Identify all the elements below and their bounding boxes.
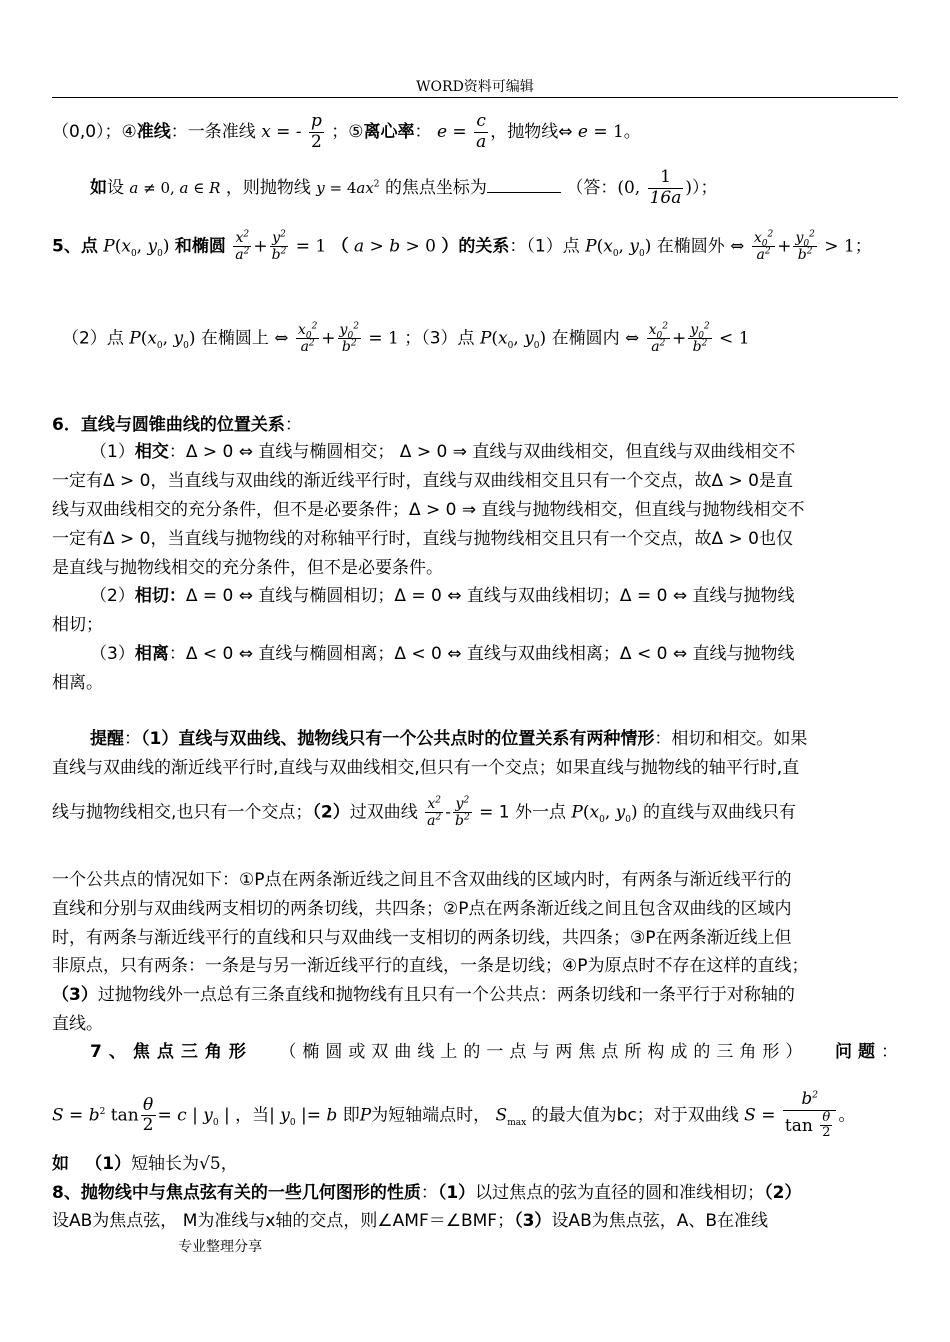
line-directrix-eccentricity: （0,0）；④准线：一条准线 x = - $\frac{p}{2}$ ；⑤离心率： e = $\frac{c}{a}$ ，抛物线⇔ e = 1。	[52, 111, 641, 152]
section5-line1: 5、点 $P(x_0$, $y_0$) 和椭圆 $\frac{x^2}{a^2}$ + $\frac{y^2}{b^2}$ = 1 （ a > b > 0 ）的关系：（1）点 $P(x_0$, $y_0$) 在椭圆外 ⇔ $\frac{x_0^2}{a^2}$ + $\frac{y_0^2}{b^2}$ > 1；	[52, 229, 872, 264]
section6-line: 相离。	[52, 673, 103, 693]
header-rule	[52, 97, 898, 98]
tip-line: 非原点，只有两条：一条是与另一渐近线平行的直线，一条是切线；④P为原点时不存在这样的直线；	[52, 956, 809, 976]
section8-line1: 8、抛物线中与焦点弦有关的一些几何图形的性质：（1）以过焦点的弦为直径的圆和准线相切；（2）	[52, 1183, 802, 1203]
tip-line1: 提醒：（1）直线与双曲线、抛物线只有一个公共点时的位置关系有两种情形：相切和相交。如果	[90, 729, 808, 749]
section7-title: 7、焦点三角形 （椭圆或双曲线上的一点与两焦点所构成的三角形） 问题：	[90, 1042, 898, 1062]
tip-line: 时，有两条与渐近线平行的直线和只与双曲线一支相切的两条切线，共四条；③P在两条渐近线上但	[52, 928, 792, 948]
section6-intersect: （1）相交：Δ > 0 ⇔ 直线与椭圆相交； Δ > 0 ⇒ 直线与双曲线相交，但直线与双曲线相交不	[90, 442, 796, 462]
answer-blank	[487, 176, 561, 193]
section6-tangent: （2）相切：Δ = 0 ⇔ 直线与椭圆相切；Δ = 0 ⇔ 直线与双曲线相切；Δ = 0 ⇔ 直线与抛物线	[90, 586, 795, 606]
tip-line8: （3）过抛物线外一点总有三条直线和抛物线有且只有一个公共点：两条切线和一条平行于对称轴的	[52, 985, 795, 1005]
section7-example: 如 （1）短轴长为√5，	[52, 1154, 238, 1174]
section8-line2: 设AB为焦点弦， M为准线与x轴的交点，则∠AMF＝∠BMF；（3）设AB为焦点弦，A、B在准线	[52, 1211, 769, 1231]
tip-line: 直线和分别与双曲线两支相切的两条切线，共四条；②P点在两条渐近线之间且包含双曲线的区域内	[52, 899, 792, 919]
tip-line: 直线与双曲线的渐近线平行时,直线与双曲线相交,但只有一个交点；如果直线与抛物线的轴平行时,直	[52, 758, 800, 778]
section6-line: 线与双曲线相交的充分条件，但不是必要条件；Δ > 0 ⇒ 直线与抛物线相交，但直线与抛物线相交不	[52, 500, 805, 520]
section6-line: 是直线与抛物线相交的充分条件，但不是必要条件。	[52, 558, 443, 578]
tip-line3: 线与抛物线相交,也只有一个交点；（2）过双曲线 $\frac{x^2}{a^2}$ - $\frac{y^2}{b^2}$ = 1 外一点 $P(x_0$, $y_0$) 的直线与双曲线只有	[52, 795, 797, 830]
section6-line: 一定有Δ > 0，当直线与抛物线的对称轴平行时，直线与抛物线相交且只有一个交点，故Δ > 0也仅	[52, 529, 793, 549]
section7-formula: $S = b^2$ tan $\frac{\theta}{2}$ = c | $y_0$ | ，当| $y_0$ |= b 即P为短轴端点时， $S_{max}$ 的最大值为bc；对于双曲线 S = $b^2$ tan $\frac{\theta}{2}$ 。	[52, 1089, 856, 1141]
section6-separate: （3）相离：Δ < 0 ⇔ 直线与椭圆相离；Δ < 0 ⇔ 直线与双曲线相离；Δ < 0 ⇔ 直线与抛物线	[90, 644, 795, 664]
section6-title: 6．直线与圆锥曲线的位置关系：	[52, 415, 302, 435]
section6-line: 一定有Δ > 0，当直线与双曲线的渐近线平行时，直线与双曲线相交且只有一个交点，故Δ > 0是直	[52, 471, 793, 491]
tip-line: 直线。	[52, 1014, 103, 1034]
page-footer: 专业整理分享	[178, 1239, 262, 1255]
page-header: WORD资料可编辑	[416, 79, 534, 95]
section6-line: 相切；	[52, 615, 103, 635]
line-example-focus: 如设 a ≠ 0, a ∈ R ，则抛物线 $y = 4ax^2$ 的焦点坐标为 （答：(0, $\frac{1}{16a}$ )）；	[90, 167, 718, 208]
section5-line2: （2）点 $P(x_0$, $y_0$) 在椭圆上 ⇔ $\frac{x_0^2}{a^2}$ + $\frac{y_0^2}{b^2}$ = 1 ；（3）点 $P(x_0$, $y_0$) 在椭圆内 ⇔ $\frac{x_0^2}{a^2}$ + $\frac{y_0^2}{b^2}$ < 1	[62, 321, 750, 356]
tip-line: 一个公共点的情况如下：①P点在两条渐近线之间且不含双曲线的区域内时，有两条与渐近线平行的	[52, 870, 792, 890]
